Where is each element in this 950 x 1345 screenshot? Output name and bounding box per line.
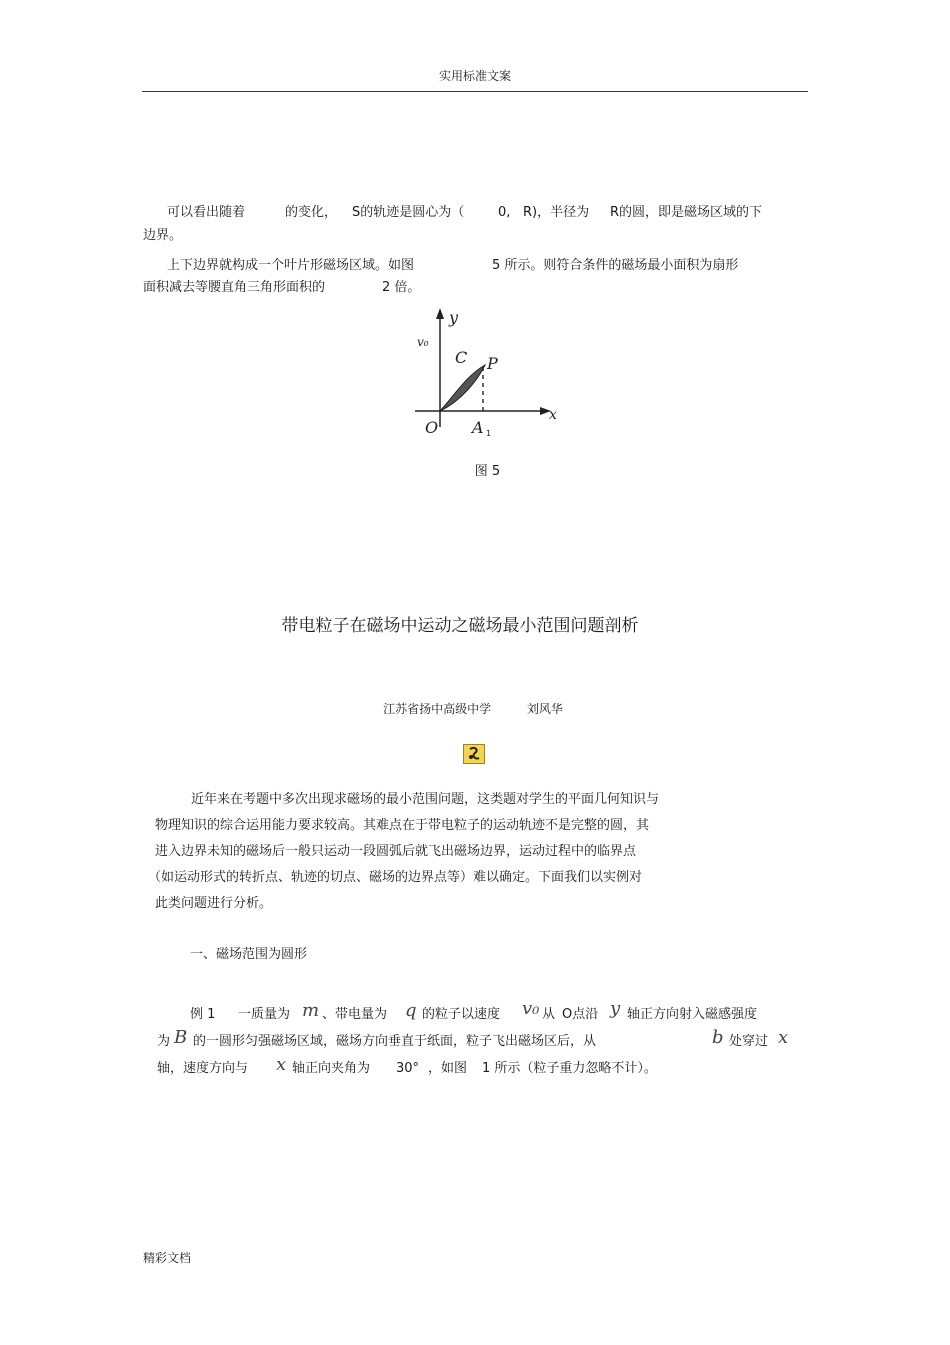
label-x: x xyxy=(549,407,557,423)
example-1-text: O点沿 xyxy=(562,1007,599,1022)
label-c: C xyxy=(455,348,468,367)
intro-line: （如运动形式的转折点、轨迹的切点、磁场的边界点等）难以确定。下面我们以实例对 xyxy=(148,870,643,885)
example-1-text: 、带电量为 xyxy=(322,1007,388,1022)
label-a1: A xyxy=(472,418,484,437)
intro-line: 此类问题进行分析。 xyxy=(155,896,273,911)
label-o: O xyxy=(425,418,439,437)
example-1-text: 的粒子以速度 xyxy=(422,1007,501,1022)
para1-text: S的轨迹是圆心为（ xyxy=(352,205,465,220)
math-v0: v₀ xyxy=(522,998,540,1019)
para1-text: R)，半径为 xyxy=(523,205,590,220)
para2-text: 5 所示。则符合条件的磁场最小面积为扇形 xyxy=(492,258,739,273)
example-1-text: 处穿过 xyxy=(729,1034,769,1049)
example-1-text: ，如图 xyxy=(428,1061,468,1076)
header-divider xyxy=(142,91,808,92)
example-1-text: 一质量为 xyxy=(238,1007,291,1022)
section-1-heading: 一、磁场范围为圆形 xyxy=(190,947,308,962)
intro-line: 近年来在考题中多次出现求磁场的最小范围问题，这类题对学生的平面几何知识与 xyxy=(191,792,660,807)
example-1-text: 从 xyxy=(542,1007,556,1022)
math-b-point: b xyxy=(712,1027,724,1048)
example-1-text: 1 所示（粒子重力忽略不计）。 xyxy=(482,1061,657,1076)
example-1-text: 30° xyxy=(396,1061,420,1076)
para1-text: 可以看出随着 xyxy=(167,205,246,220)
figure-5-caption: 图 5 xyxy=(474,464,501,479)
example-1-text: 轴正方向射入磁感强度 xyxy=(627,1007,758,1022)
math-m: m xyxy=(302,1000,320,1021)
author-name: 刘风华 xyxy=(526,702,563,716)
para2-text: 2 倍。 xyxy=(382,280,421,295)
example-1-text: 轴，速度方向与 xyxy=(157,1061,249,1076)
label-v0: v₀ xyxy=(417,335,429,349)
math-q: q xyxy=(405,1000,417,1021)
para1-text: R的圆，即是磁场区域的下 xyxy=(610,205,763,220)
example-1-text: 的一圆形匀强磁场区域，磁场方向垂直于纸面，粒子飞出磁场区后，从 xyxy=(193,1034,597,1049)
para2-text: 上下边界就构成一个叶片形磁场区域。如图 xyxy=(167,258,415,273)
page-header-title: 实用标准文案 xyxy=(438,69,511,83)
para1-text: 的变化， xyxy=(285,205,338,220)
para1-text: 边界。 xyxy=(143,228,183,243)
figure-5-diagram xyxy=(405,305,565,440)
label-y: y xyxy=(449,308,459,327)
article-title: 带电粒子在磁场中运动之磁场最小范围问题剖析 xyxy=(281,616,639,636)
embedded-object-icon xyxy=(463,744,485,764)
label-a1-subscript: 1 xyxy=(486,429,492,438)
example-1-text: 例 1 xyxy=(190,1007,216,1022)
page-footer: 精彩文档 xyxy=(143,1251,192,1265)
leaf-region xyxy=(440,365,485,411)
math-x: x xyxy=(778,1027,789,1048)
intro-line: 进入边界未知的磁场后一般只运动一段圆弧后就飞出磁场边界，运动过程中的临界点 xyxy=(155,844,637,859)
math-x: x xyxy=(276,1054,287,1075)
intro-line: 物理知识的综合运用能力要求较高。其难点在于带电粒子的运动轨迹不是完整的圆，其 xyxy=(155,818,650,833)
math-b: B xyxy=(174,1027,188,1048)
para1-text: 0, xyxy=(498,205,511,220)
author-school: 江苏省扬中高级中学 xyxy=(383,702,492,716)
para2-text: 面积减去等腰直角三角形面积的 xyxy=(143,280,326,295)
example-1-text: 轴正向夹角为 xyxy=(292,1061,371,1076)
label-p: P xyxy=(487,354,498,373)
article-author xyxy=(0,700,946,717)
example-1-text: 为 xyxy=(157,1034,171,1049)
math-y: y xyxy=(610,998,621,1019)
y-axis-arrow xyxy=(436,308,444,319)
